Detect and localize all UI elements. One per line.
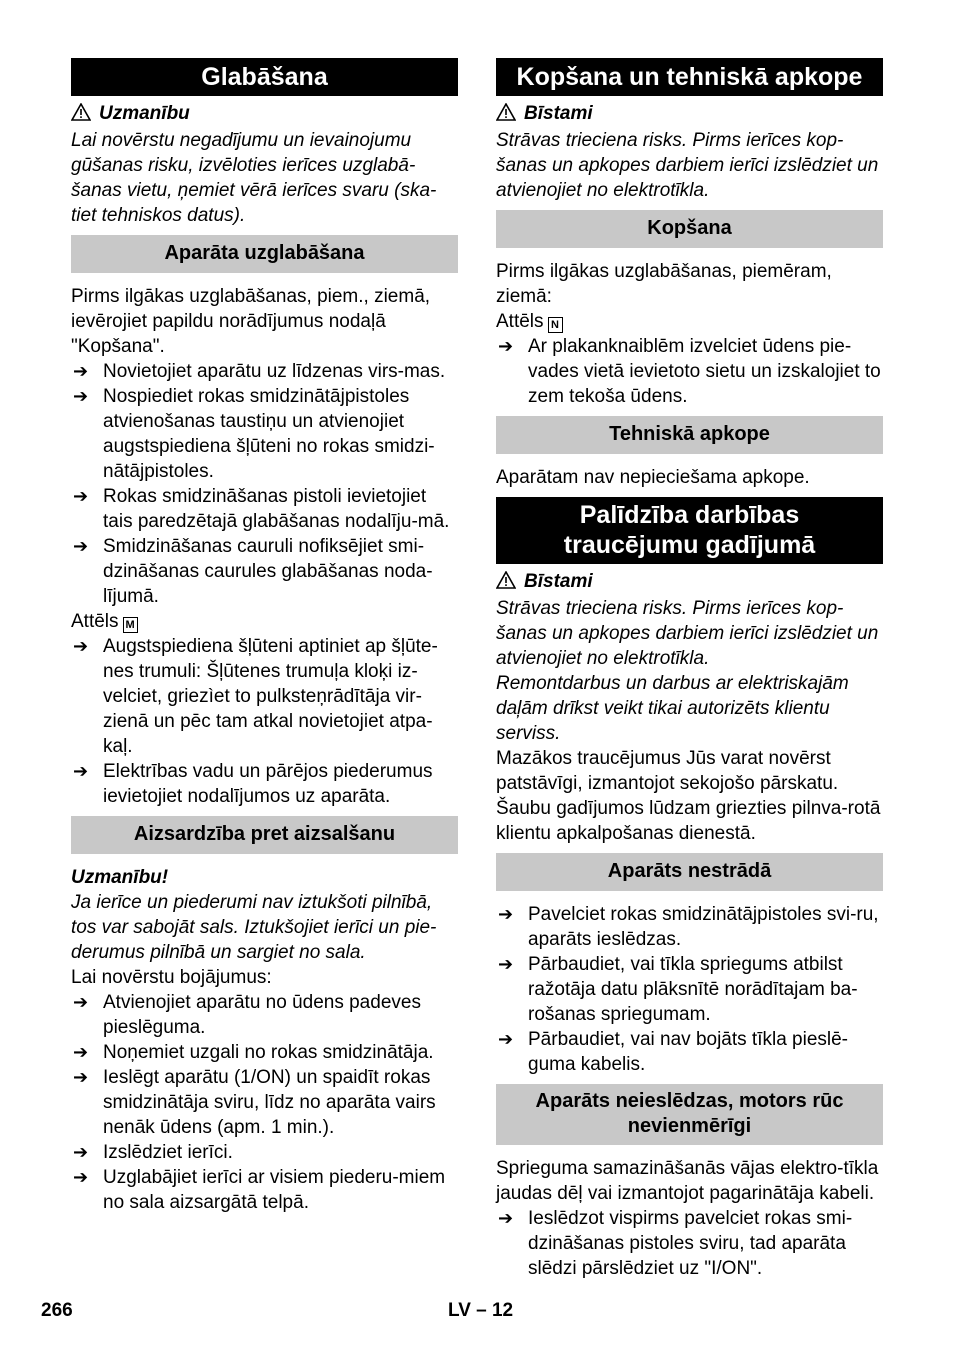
subsection-title-device-storage: Aparāta uzglabāšana bbox=[71, 235, 458, 273]
list-item: ➔ Atvienojiet aparātu no ūdens padeves pieslēguma. bbox=[73, 992, 421, 1038]
paragraph: Lai novērstu bojājumus: bbox=[71, 967, 272, 988]
paragraph: Aparātam nav nepieciešama apkope. bbox=[496, 467, 810, 488]
arrow-icon: ➔ bbox=[73, 1042, 89, 1062]
arrow-icon: ➔ bbox=[73, 1167, 89, 1187]
section-title-maintenance: Kopšana un tehniskā apkope bbox=[496, 58, 883, 96]
warning-label: Uzmanību bbox=[99, 103, 190, 124]
list-item: ➔ Ieslēgt aparātu (1/ON) un spaidīt rokas smidzinātāja sviru, līdz no aparāta vairs nenāk ūdens (apm. 1 min.). bbox=[73, 1067, 436, 1138]
subsection-title-care: Kopšana bbox=[496, 210, 883, 248]
danger-label: Bīstami bbox=[524, 571, 593, 592]
arrow-icon: ➔ bbox=[498, 1208, 514, 1228]
list-item: ➔ Izslēdziet ierīci. bbox=[73, 1142, 233, 1163]
list-item: ➔ Augstspiediena šļūteni aptiniet ap šļūte-nes trumuli: Šļūtenes trumuļa kloķi iz-velciet, griezìet to pulksteņrādītāja vir-zienā un pēc tam atkal novietojiet atpa-kaļ. bbox=[73, 636, 438, 757]
list-item: ➔ Pārbaudiet, vai tīkla spriegums atbilst ražotāja datu plāksnītē norādītajam ba-rošanas spriegumam. bbox=[498, 954, 858, 1025]
subsection-title-frost-protection: Aizsardzība pret aizsalšanu bbox=[71, 816, 458, 854]
list-item: ➔ Novietojiet aparātu uz līdzenas virs-mas. bbox=[73, 361, 446, 382]
page-code: LV – 12 bbox=[448, 1300, 514, 1321]
arrow-icon: ➔ bbox=[73, 1067, 89, 1087]
left-column bbox=[71, 58, 458, 1215]
list-item: ➔ Ieslēdzot vispirms pavelciet rokas smi-dzināšanas pistoles sviru, tad aparāta slēdzi pārslēdziet uz "I/ON". bbox=[498, 1208, 853, 1279]
subsection-title-motor-uneven: Aparāts neieslēdzas, motors rūc nevienmērīgi bbox=[496, 1084, 883, 1145]
figure-reference: Attēls N bbox=[496, 309, 883, 334]
arrow-icon: ➔ bbox=[498, 336, 514, 356]
list-item: ➔ Pārbaudiet, vai nav bojāts tīkla pieslē-guma kabelis. bbox=[498, 1029, 849, 1075]
warning-triangle-icon bbox=[496, 103, 518, 128]
warning-triangle-icon bbox=[496, 571, 518, 596]
arrow-icon: ➔ bbox=[73, 1142, 89, 1162]
section-title-troubleshooting: Palīdzība darbības traucējumu gadījumā bbox=[496, 497, 883, 564]
arrow-icon: ➔ bbox=[73, 992, 89, 1012]
danger-text: Strāvas trieciena risks. Pirms ierīces kop-šanas un apkopes darbiem ierīci izslēdziet un atvienojiet no elektrotīkla. bbox=[496, 130, 879, 201]
caution-label: Uzmanību! bbox=[71, 867, 169, 888]
danger-text: Strāvas trieciena risks. Pirms ierīces kop-šanas un apkopes darbiem ierīci izslēdziet un atvienojiet no elektrotīkla. bbox=[496, 598, 879, 669]
warning-triangle-icon bbox=[71, 103, 93, 128]
list-item: ➔ Smidzināšanas cauruli nofiksējiet smi-dzināšanas caurules glabāšanas noda-lījumā. bbox=[73, 536, 433, 607]
arrow-icon: ➔ bbox=[73, 386, 89, 406]
arrow-icon: ➔ bbox=[498, 1029, 514, 1049]
arrow-icon: ➔ bbox=[73, 361, 89, 381]
figure-reference: Attēls M bbox=[71, 609, 458, 634]
paragraph: Mazākos traucējumus Jūs varat novērst patstāvīgi, izmantojot sekojošo pārskatu. Šaubu gadījumos lūdzam griezties pilnva-rotā klientu apkalpošanas dienestā. bbox=[496, 748, 881, 844]
list-item: ➔ Ar plakanknaiblēm izvelciet ūdens pie-vades vietā ievietoto sietu un izskalojiet to zem tekoša ūdens. bbox=[498, 336, 881, 407]
arrow-icon: ➔ bbox=[73, 761, 89, 781]
caution-text: Ja ierīce un piederumi nav iztukšoti pilnībā, tos var sabojāt sals. Iztukšojiet ierīci un pie-derumus pilnībā un sargiet no sala. bbox=[71, 892, 437, 963]
list-item: ➔ Pavelciet rokas smidzinātājpistoles svi-ru, aparāts ieslēdzas. bbox=[498, 904, 879, 950]
list-item: ➔ Noņemiet uzgali no rokas smidzinātāja. bbox=[73, 1042, 434, 1063]
list-item: ➔ Nospiediet rokas smidzinātājpistoles atvienošanas taustiņu un atvienojiet augstspiediena šļūteni no rokas smidzi-nātājpistoles. bbox=[73, 386, 435, 482]
right-column bbox=[496, 58, 883, 1281]
arrow-icon: ➔ bbox=[498, 904, 514, 924]
page-number: 266 bbox=[41, 1300, 73, 1321]
section-title-storage: Glabāšana bbox=[71, 58, 458, 96]
danger-text: Remontdarbus un darbus ar elektriskajām daļām drīkst veikt tikai autorizēts klientu serviss. bbox=[496, 673, 849, 744]
danger-label: Bīstami bbox=[524, 103, 593, 124]
warning-heading bbox=[71, 101, 458, 128]
list-item: ➔ Uzglabājiet ierīci ar visiem piederu-miem no sala aizsargātā telpā. bbox=[73, 1167, 446, 1213]
danger-heading bbox=[496, 101, 883, 128]
figure-letter-icon: M bbox=[123, 617, 138, 633]
subsection-title-technical-maintenance: Tehniskā apkope bbox=[496, 416, 883, 454]
figure-letter-icon: N bbox=[548, 317, 563, 333]
paragraph: Pirms ilgākas uzglabāšanas, piemēram, ziemā: bbox=[496, 261, 832, 307]
list-item: ➔ Elektrības vadu un pārējos piederumus ievietojiet nodalījumos uz aparāta. bbox=[73, 761, 433, 807]
arrow-icon: ➔ bbox=[73, 536, 89, 556]
arrow-icon: ➔ bbox=[73, 486, 89, 506]
list-item: ➔ Rokas smidzināšanas pistoli ievietojiet tais paredzētajā glabāšanas nodalīju-mā. bbox=[73, 486, 450, 532]
arrow-icon: ➔ bbox=[498, 954, 514, 974]
arrow-icon: ➔ bbox=[73, 636, 89, 656]
paragraph: Pirms ilgākas uzglabāšanas, piem., ziemā, ievērojiet papildu norādījumus nodaļā "Kopšana". bbox=[71, 286, 431, 357]
subsection-title-device-not-working: Aparāts nestrādā bbox=[496, 853, 883, 891]
paragraph: Sprieguma samazināšanās vājas elektro-tīkla jaudas dēļ vai izmantojot pagarinātāja kabeli. bbox=[496, 1158, 879, 1204]
warning-text: Lai novērstu negadījumu un ievainojumu gūšanas risku, izvēloties ierīces uzglabā-šanas vietu, ņemiet vērā ierīces svaru (ska-tiet tehniskos datus). bbox=[71, 130, 437, 226]
danger-heading bbox=[496, 569, 883, 596]
